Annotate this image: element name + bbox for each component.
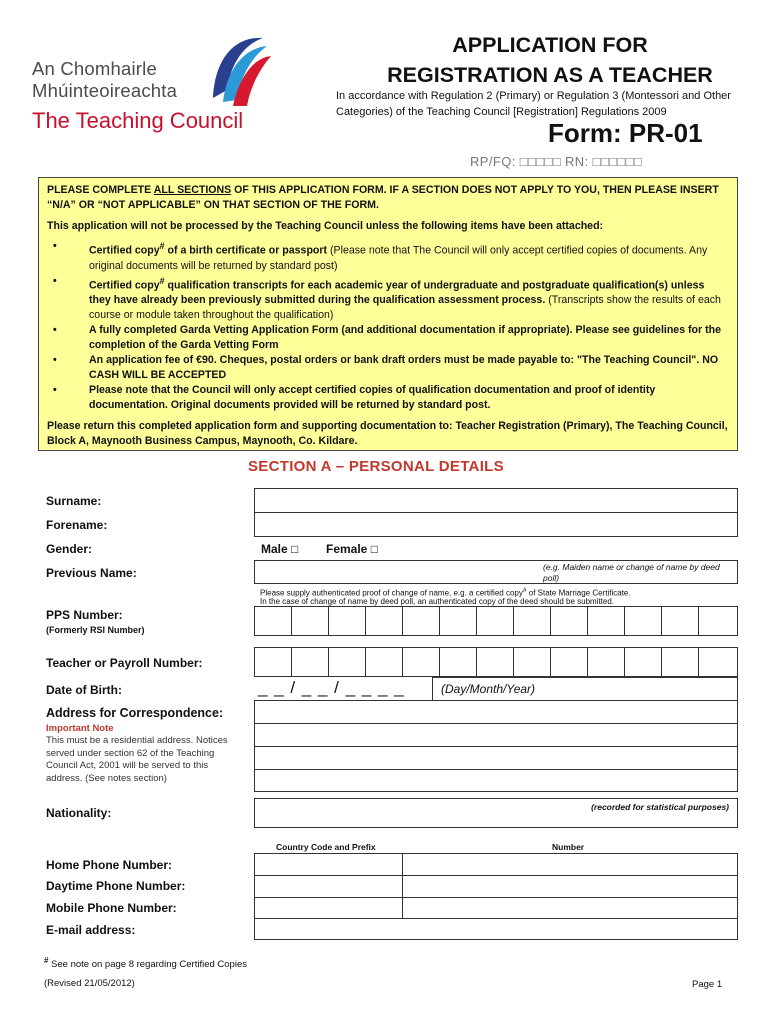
list-item <box>47 274 729 324</box>
logo <box>0 0 330 150</box>
dob-input[interactable]: _ _ / _ _ / _ _ _ _ <box>258 678 405 697</box>
dob-format-box <box>432 677 738 701</box>
mobile-phone-code-input[interactable] <box>255 898 402 919</box>
item-text: Please note that the Council will only accept certified copies of qualification documentation and proof of identity documentation. Original documents provided will be returned by standard post. <box>89 384 656 412</box>
item-note: (Transcripts show the results of each course or module taken throughout the qualification) <box>89 294 721 322</box>
instructions-box <box>38 177 738 451</box>
gender-male-checkbox[interactable]: Male □ <box>261 542 299 556</box>
forename-field[interactable] <box>254 512 738 537</box>
dob-format: (Day/Month/Year) <box>441 682 536 696</box>
mobile-phone-number-input[interactable] <box>403 898 737 919</box>
notice-underlined: ALL SECTIONS <box>153 184 232 196</box>
dob-label: Date of Birth: <box>46 683 122 697</box>
previous-name-label: Previous Name: <box>46 566 137 580</box>
pps-sublabel: (Formerly RSI Number) <box>46 625 145 635</box>
notice-text: PLEASE COMPLETE <box>47 184 154 196</box>
bullet: • <box>53 274 57 287</box>
previous-name-field[interactable] <box>254 560 738 584</box>
list-item <box>47 353 729 383</box>
teacher-number-label: Teacher or Payroll Number: <box>46 656 203 670</box>
attachments-list <box>47 239 729 413</box>
item-text: Certified copy <box>89 244 160 257</box>
mobile-phone-label: Mobile Phone Number: <box>46 901 177 915</box>
forename-label: Forename: <box>46 518 108 532</box>
daytime-phone-number-input[interactable] <box>403 876 737 897</box>
item-text: An application fee of €90. Cheques, postal orders or bank draft orders must be made payable to: "The Teaching Council". NO CASH WILL BE ACCEPTED <box>89 354 719 382</box>
note-text: Please supply authenticated proof of change of name, e.g. a certified copy <box>260 588 523 598</box>
footnote <box>44 956 247 970</box>
page-number: Page 1 <box>692 979 723 990</box>
form-title-line1: APPLICATION FOR <box>452 33 648 57</box>
surname-field[interactable] <box>254 488 738 513</box>
footnote-mark: # <box>44 956 49 965</box>
attachments-intro: This application will not be processed by the Teaching Council unless the following items have been attached: <box>47 220 604 232</box>
return-address: Please return this completed application form and supporting documentation to: Teacher Registration (Primary), The Teaching Council, Block A, Maynooth Business Campus, Maynooth, Co. Kildare. <box>47 420 728 448</box>
nationality-hint: (recorded for statistical purposes) <box>591 802 729 812</box>
item-text: A fully completed Garda Vetting Application Form (and additional documentation if appropriate). Please see guidelines for the completion of the Garda Vetting Form <box>89 324 721 352</box>
footnote-text: See note on page 8 regarding Certified Copies <box>48 959 247 971</box>
item-text: Certified copy <box>89 279 160 292</box>
footnote-mark: # <box>159 241 165 251</box>
form-title-line2: REGISTRATION AS A TEACHER <box>387 63 713 87</box>
important-note-title: Important Note <box>46 723 114 734</box>
notice-text: OF THIS APPLICATION FORM. IF A SECTION DOES NOT APPLY TO YOU, THEN PLEASE INSERT “N/A” OR “NOT APPLICABLE” ON THAT SECTION OF THE FORM. <box>47 184 719 211</box>
deed-poll-note: In the case of change of name by deed poll, an authenticated copy of the deed should be submitted. <box>260 597 615 606</box>
logo-irish-line2: Mhúinteoireachta <box>32 80 178 101</box>
home-phone-label: Home Phone Number: <box>46 858 173 872</box>
home-phone-number-input[interactable] <box>403 854 737 875</box>
list-item <box>47 323 729 353</box>
bullet: • <box>53 384 57 397</box>
address-label: Address for Correspondence: <box>46 706 224 720</box>
daytime-phone-label: Daytime Phone Number: <box>46 879 186 893</box>
gender-female-checkbox[interactable]: Female □ <box>326 542 378 556</box>
logo-irish-line1: An Chomhairle <box>32 58 157 79</box>
section-a-heading: SECTION A – PERSONAL DETAILS <box>248 458 504 475</box>
bullet: • <box>53 354 57 367</box>
footnote-mark: # <box>159 275 165 286</box>
col-number: Number <box>552 842 585 852</box>
form-id: Form: PR-01 <box>548 118 703 148</box>
email-label: E-mail address: <box>46 923 136 937</box>
surname-label: Surname: <box>46 494 102 508</box>
item-note: (Please note that The Council will only accept certified copies of documents. Any original documents will be returned by standard post) <box>89 244 708 272</box>
nationality-label: Nationality: <box>46 806 112 820</box>
logo-swoosh-icon <box>205 28 275 118</box>
footnote-mark: # <box>522 587 527 594</box>
reference-line: RP/FQ: □□□□□ RN: □□□□□□ <box>470 154 643 169</box>
home-phone-code-input[interactable] <box>255 854 402 875</box>
teacher-number-field[interactable] <box>254 647 738 677</box>
list-item <box>47 383 729 413</box>
revision-date: (Revised 21/05/2012) <box>44 978 135 989</box>
email-field[interactable] <box>254 918 738 940</box>
item-text: of a birth certificate or passport <box>164 244 328 257</box>
form-subtitle: In accordance with Regulation 2 (Primary) or Regulation 3 (Montessori and Other Categories) of the Teaching Council [Registration] Regulations 2009 <box>336 90 731 118</box>
gender-label: Gender: <box>46 542 93 556</box>
list-item <box>47 239 729 274</box>
bullet: • <box>53 240 57 252</box>
instructions-paragraph <box>47 183 729 213</box>
daytime-phone-code-input[interactable] <box>255 876 402 897</box>
previous-name-hint: (e.g. Maiden name or change of name by deed poll) <box>543 562 720 583</box>
address-note: This must be a residential address. Notices served under section 62 of the Teaching Council Act, 2001 will be served to this address. (See notes section) <box>46 735 228 784</box>
pps-field[interactable] <box>254 606 738 636</box>
note-text: of State Marriage Certificate. <box>526 588 631 598</box>
phone-table <box>254 853 738 919</box>
pps-label: PPS Number: <box>46 608 123 622</box>
item-text: qualification transcripts for each academic year of undergraduate and postgraduate qualification(s) unless they have already been previously submitted during the qualification assessment process. <box>89 279 705 307</box>
address-field[interactable] <box>254 700 738 792</box>
bullet: • <box>53 324 57 337</box>
col-country-code: Country Code and Prefix <box>276 842 376 852</box>
logo-english: The Teaching Council <box>32 108 244 133</box>
nationality-field[interactable] <box>254 798 738 828</box>
